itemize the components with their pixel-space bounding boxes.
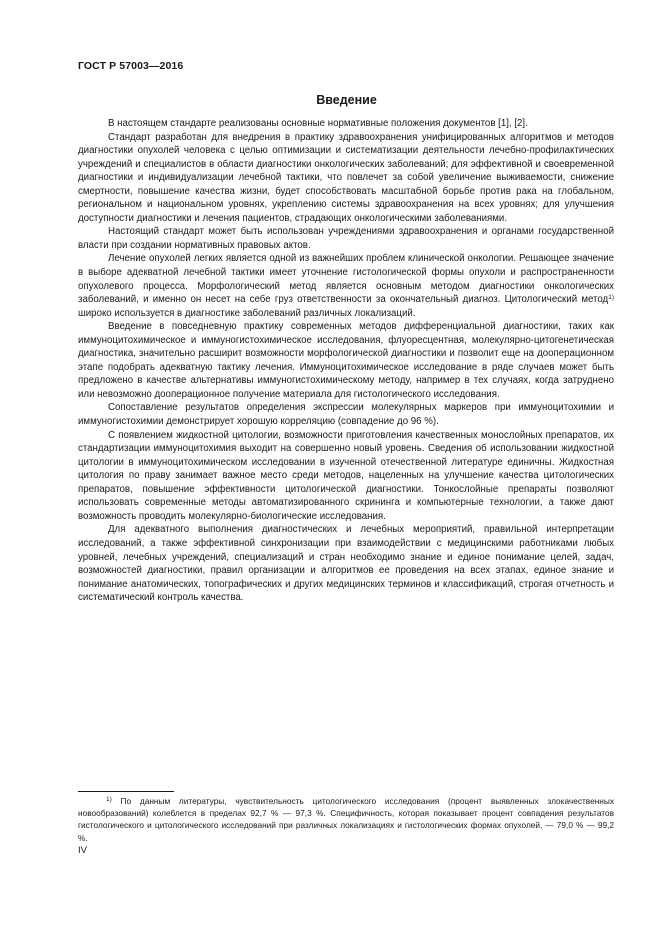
introduction-body: [78, 117, 614, 605]
footnote-text: [78, 795, 614, 844]
paragraph-1: В настоящем стандарте реализованы основные нормативные положения документов [1], [2].: [108, 118, 528, 129]
footnote-reference[interactable]: 1): [608, 294, 614, 302]
paragraph-6: Сопоставление результатов определения экспрессии молекулярных маркеров при иммуноцитохимии и иммуногистохимии демонстрирует хорошую корреляцию (совпадение до 96 %).: [78, 402, 614, 428]
footnote-body: По данным литературы, чувствительность цитологического исследования (процент выявленных злокачественных новообразований) колеблется в пределах 92,7 % — 97,3 %. Специфичность, которая показывает процент совпадения результатов гистологического и цитологического исследований при различных локализациях и гистологических формах опухолей, — 79,0 % — 99,2 %.: [78, 796, 614, 843]
footnote: [78, 795, 614, 844]
document-header-standard-id: ГОСТ Р 57003—2016: [78, 60, 184, 72]
paragraph-2: Стандарт разработан для внедрения в практику здравоохранения унифицированных алгоритмов и методов диагностики опухолей человека с целью оптимизации и систематизации деятельности лечебно-профилактических учреждений и специалистов в области диагностики онкологических заболеваний; для эффективной и своевременной диагностики и индивидуализации лечебной тактики, что повлечет за собой увеличение выживаемости, снижение смертности, повышение качества жизни, будет способствовать масштабной борьбе против рака на глобальном, региональном и национальном уровнях, укреплению системы здравоохранения на всех уровнях; для улучшения доступности диагностики и лечения пациентов, страдающих онкологическими заболеваниями.: [78, 131, 614, 224]
paragraph-8: Для адекватного выполнения диагностических и лечебных мероприятий, правильной интерпретации исследований, а также эффективной синхронизации при взаимодействии с медицинскими работниками любых уровней, лечебных учреждений, специализаций и стран необходимо знание и единое понимание целей, задач, возможностей диагностики, правил организации и алгоритмов ее проведения на всех этапах, единое знание и понимание анатомических, топографических и других медицинских терминов и классификаций, строгая отчетность и систематический контроль качества.: [78, 524, 614, 604]
paragraph-5: Введение в повседневную практику современных методов дифференциальной диагностики, таких как иммуноцитохимическое и иммуногистохимическое исследования, флуоресцентная, молекулярно-цитогенетическая диагностика, значительно расширит возможности морфологической диагностики и позволит еще на дооперационном этапе подобрать адекватную тактику лечения. Иммуноцитохимическое исследование в ряде случаев может быть предложено в качестве альтернативы иммуногистохимическому методу, например в тех случаях, когда затруднено или невозможно дооперационное получение материала для гистологического исследования.: [78, 321, 614, 400]
paragraph-4: [78, 252, 614, 320]
paragraph-7: С появлением жидкостной цитологии, возможности приготовления качественных монослойных препаратов, их стандартизации иммуноцитохимия выходит на совершенно новый уровень. Сведения об использовании жидкостной цитологии в иммуноцитохимическом исследовании в изученной отечественной литературе единичны. Жидкостная цитология по праву занимает важное место среди методов, нацеленных на улучшение качества цитологических препаратов, повышение эффективности цитологической диагностики. Тонкослойные препараты позволяют использовать современные методы автоматизированного скрининга и компьютерные технологии, а также дают возможность проводить молекулярно-биологические исследования.: [78, 429, 614, 522]
footnote-divider: [78, 791, 174, 792]
paragraph-4-text-before: Лечение опухолей легких является одной из важнейших проблем клинической онкологии. Решающее значение в выборе адекватной лечебной тактики имеет уточнение гистологической формы опухоли и распространенности опухолевого процесса. Морфологический метод является основным методом диагностики онкологических заболеваний, и именно он несет на себе груз ответственности за окончательный диагноз. Цитологический метод: [78, 253, 614, 306]
page-number: IV: [78, 845, 87, 856]
paragraph-3: Настоящий стандарт может быть использован учреждениями здравоохранения и органами государственной власти при создании нормативных правовых актов.: [78, 226, 614, 251]
paragraph-4-text-after: широко используется в диагностике заболеваний различных локализаций.: [78, 307, 416, 319]
footnote-marker: 1): [106, 796, 112, 803]
section-title: Введение: [316, 93, 377, 107]
